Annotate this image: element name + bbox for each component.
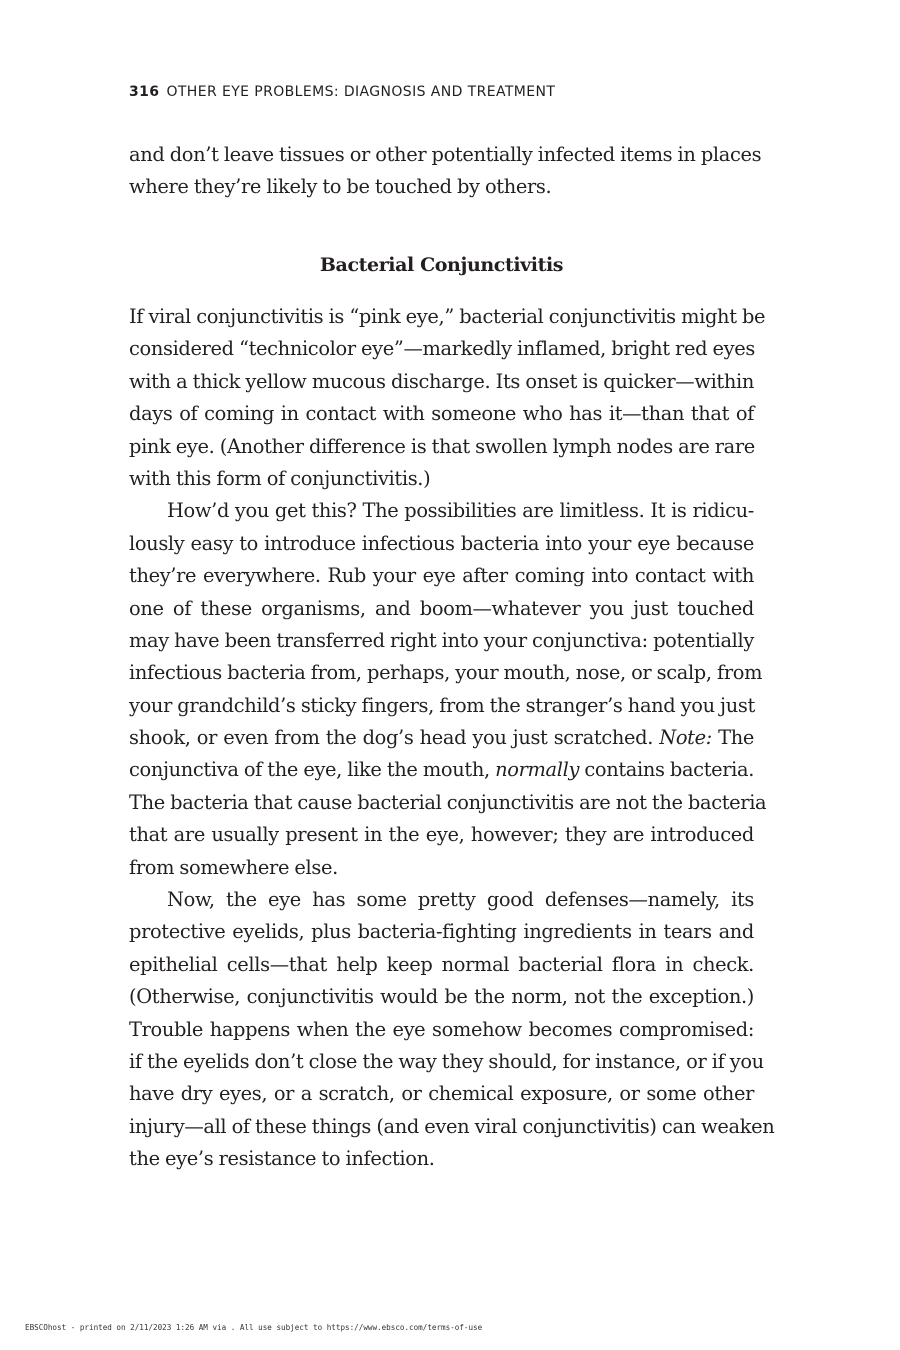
print-notice: EBSCOhost - printed on 2/11/2023 1:26 AM via . All use subject to https://www.ebsco.com/terms-of-use xyxy=(25,1323,483,1332)
section-heading: Bacterial Conjunctivitis xyxy=(319,254,564,276)
text-line: have dry eyes, or a scratch, or chemical exposure, or some other xyxy=(129,1082,754,1106)
text-line: one of these organisms, and boom—whatever you just touched xyxy=(129,596,754,620)
running-title: OTHER EYE PROBLEMS: DIAGNOSIS AND TREATMENT xyxy=(166,84,556,100)
text-line xyxy=(129,722,754,754)
text-line: may have been transferred right into your conjunctiva: potentially xyxy=(129,628,754,652)
text-line: considered “technicolor eye”—markedly inflamed, bright red eyes xyxy=(129,337,755,361)
text-line: (Otherwise, conjunctivitis would be the norm, not the exception.) xyxy=(129,985,754,1009)
text-line: protective eyelids, plus bacteria-fighting ingredients in tears and xyxy=(129,920,754,944)
text-line: Trouble happens when the eye somehow becomes compromised: xyxy=(129,1017,754,1041)
text-line: with this form of conjunctivitis.) xyxy=(129,466,431,490)
text-line: How’d you get this? The possibilities are limitless. It is ridicu- xyxy=(167,499,754,523)
note-label: Note: xyxy=(659,726,712,750)
text-segment: contains bacteria. xyxy=(584,758,755,782)
text-line: that are usually present in the eye, however; they are introduced xyxy=(129,823,754,847)
text-segment: shook, or even from the dog’s head you just scratched. xyxy=(129,726,654,750)
text-line: and don’t leave tissues or other potentially infected items in places xyxy=(129,143,762,166)
text-line: the eye’s resistance to infection. xyxy=(129,1147,435,1171)
text-line: with a thick yellow mucous discharge. Its onset is quicker—within xyxy=(129,369,754,393)
text-line: infectious bacteria from, perhaps, your mouth, nose, or scalp, from xyxy=(129,661,763,685)
text-line: from somewhere else. xyxy=(129,855,338,879)
text-line: days of coming in contact with someone who has it—than that of xyxy=(129,402,754,426)
text-line: your grandchild’s sticky fingers, from the stranger’s hand you just xyxy=(129,693,755,717)
emphasis-text: normally xyxy=(495,758,580,782)
text-line: injury—all of these things (and even viral conjunctivitis) can weaken xyxy=(129,1114,775,1138)
text-segment: conjunctiva of the eye, like the mouth, xyxy=(129,758,490,782)
text-line: pink eye. (Another difference is that swollen lymph nodes are rare xyxy=(129,434,755,458)
text-line xyxy=(129,754,754,786)
text-line: if the eyelids don’t close the way they should, for instance, or if you xyxy=(129,1049,764,1073)
text-line: If viral conjunctivitis is “pink eye,” bacterial conjunctivitis might be xyxy=(129,305,766,328)
text-line: Now, the eye has some pretty good defenses—namely, its xyxy=(167,888,754,912)
text-line: The bacteria that cause bacterial conjunctivitis are not the bacteria xyxy=(129,790,767,814)
continued-paragraph xyxy=(129,139,762,204)
text-segment: The xyxy=(718,726,754,750)
running-head xyxy=(129,84,555,100)
text-line: epithelial cells—that help keep normal bacterial flora in check. xyxy=(129,952,754,976)
text-line: lously easy to introduce infectious bacteria into your eye because xyxy=(129,531,754,555)
page-number: 316 xyxy=(129,84,160,100)
text-line: where they’re likely to be touched by others. xyxy=(129,175,552,199)
text-line: they’re everywhere. Rub your eye after coming into contact with xyxy=(129,564,754,588)
section-body xyxy=(129,301,775,1176)
